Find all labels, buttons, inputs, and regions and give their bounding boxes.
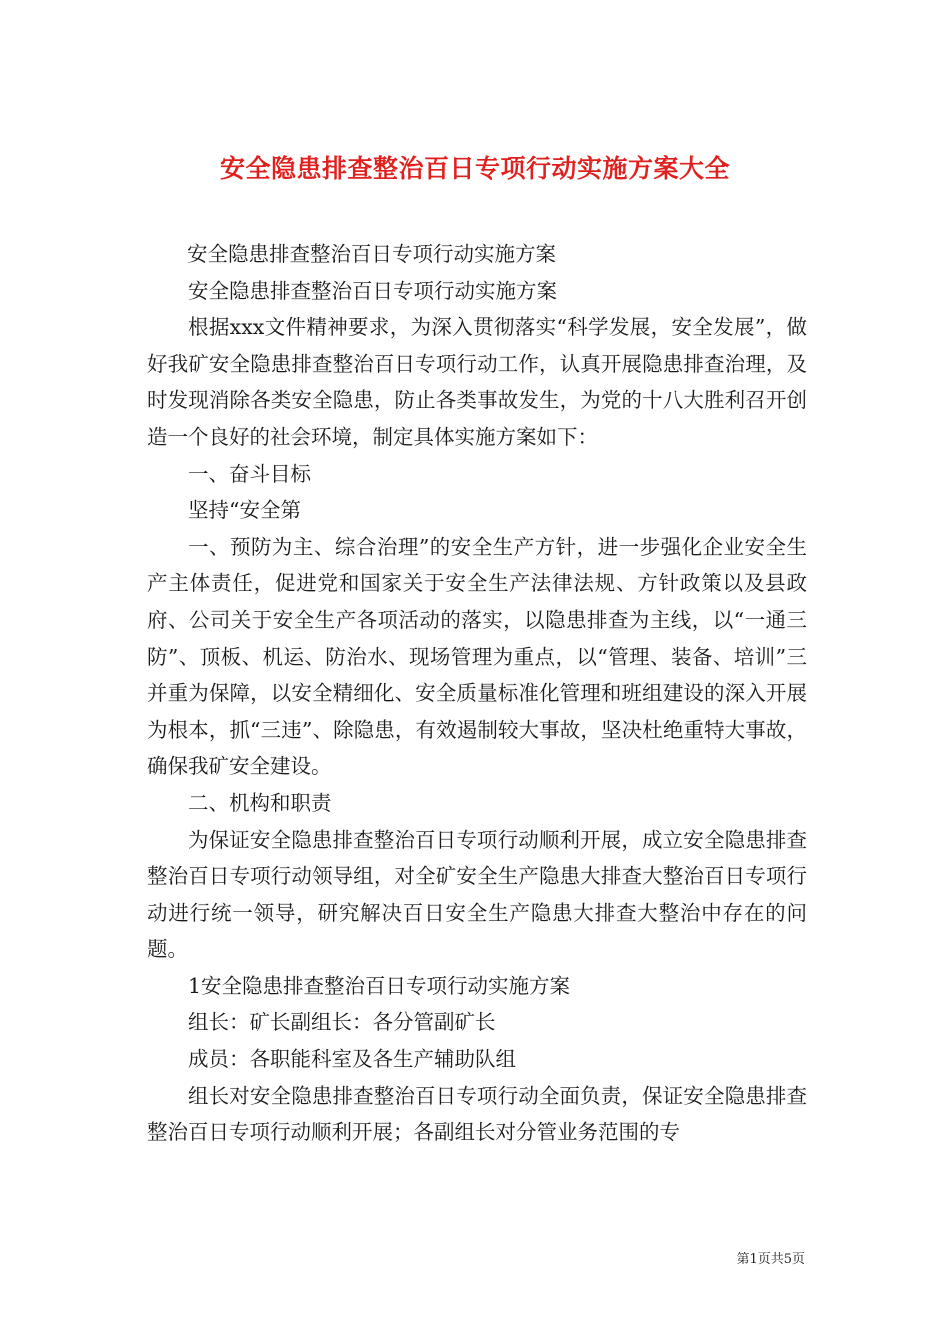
document-title: 安全隐患排查整治百日专项行动实施方案大全 [219,153,730,183]
paragraph-responsibilities: 组长对安全隐患排查整治百日专项行动全面负责，保证安全隐患排查整治百日专项行动顺利开展；各副组长对分管业务范围的专 [147,1083,807,1145]
paragraph-organization: 为保证安全隐患排查整治百日专项行动顺利开展，成立安全隐患排查整治百日专项行动领导组，对全矿安全生产隐患大排查大整治百日专项行动进行统一领导，研究解决百日安全生产隐患大排查大整治中存在的问题。 [147,827,807,962]
section-heading-goals: 一、奋斗目标 [188,461,311,486]
page-number: 第1页共5页 [736,1252,805,1267]
paragraph-members: 成员：各职能科室及各生产辅助队组 [188,1047,516,1072]
paragraph-leaders: 组长：矿长副组长：各分管副矿长 [188,1010,496,1035]
paragraph-intro: 根据xxx文件精神要求，为深入贯彻落实“科学发展，安全发展”，做好我矿安全隐患排查整治百日专项行动工作，认真开展隐患排查治理，及时发现消除各类安全隐患，防止各类事故发生，为党的十八大胜利召开创造一个良好的社会环境，制定具体实施方案如下： [147,315,807,449]
section-heading-organization: 二、机构和职责 [188,790,332,815]
paragraph-subtitle: 安全隐患排查整治百日专项行动实施方案 [187,242,556,266]
document-body [147,236,807,1151]
paragraph-goals-body: 一、预防为主、综合治理”的安全生产方针，进一步强化企业安全生产主体责任，促进党和国家关于安全生产法律法规、方针政策以及县政府、公司关于安全生产各项活动的落实，以隐患排查为主线，以“一通三防”、顶板、机运、防治水、现场管理为重点，以“管理、装备、培训”三并重为保障，以安全精细化、安全质量标准化管理和班组建设的深入开展为根本，抓“三违”、除隐患，有效遏制较大事故，坚决杜绝重特大事故，确保我矿安全建设。 [147,534,807,779]
paragraph-plan-title: 1安全隐患排查整治百日专项行动实施方案 [188,973,571,998]
paragraph-subtitle-repeat: 安全隐患排查整治百日专项行动实施方案 [188,278,557,303]
paragraph-goals-lead: 坚持“安全第 [188,498,301,523]
